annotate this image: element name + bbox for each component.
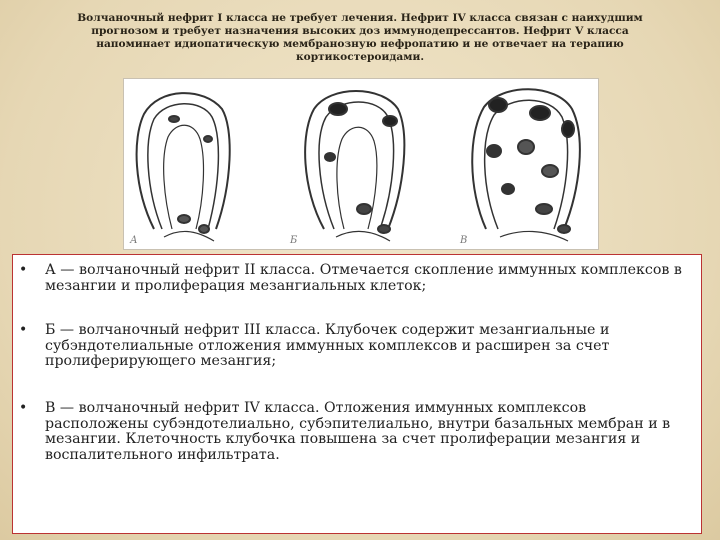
figure-label-c: В (460, 235, 468, 246)
glomerulus-a-drawing (137, 93, 230, 241)
bullet-text: А — волчаночный нефрит II класса. Отмечается скопление иммунных комплексов в мезангии и пролиферация мезангиальных клеток; (45, 262, 682, 294)
bullet-mark: • (19, 400, 28, 416)
glomerulus-b-drawing (305, 91, 404, 241)
glomerulus-c-drawing (472, 89, 580, 241)
figure-label-b: Б (290, 235, 298, 246)
glomerulus-drawings (124, 79, 598, 249)
bullet-mark: • (19, 262, 28, 278)
slide-header-text: Волчаночный нефрит I класса не требует лечения. Нефрит IV класса связан с наихудшим прогнозом и требует назначения высоких доз иммунодепрессантов. Нефрит V класса напоминает идиопатическую мембранозную нефропатию и не отвечает на терапию кортикостероидами. (77, 12, 643, 63)
figure-label-a: А (130, 235, 138, 246)
bullet-text: В — волчаночный нефрит IV класса. Отложения иммунных комплексов расположены субэндотелиально, субэпителиально, внутри базальных мембран и в мезангии. Клеточность клубочка повышена за счет пролиферации мезангия и воспалительного инфильтрата. (45, 400, 671, 463)
bullet-text: Б — волчаночный нефрит III класса. Клубочек содержит мезангиальные и субэндотелиальные отложения иммунных комплексов и расширен за счет пролиферирующего мезангия; (45, 322, 610, 370)
glomerulus-illustration (123, 78, 599, 250)
bullet-text-box (12, 254, 702, 534)
bullet-mark: • (19, 322, 28, 338)
